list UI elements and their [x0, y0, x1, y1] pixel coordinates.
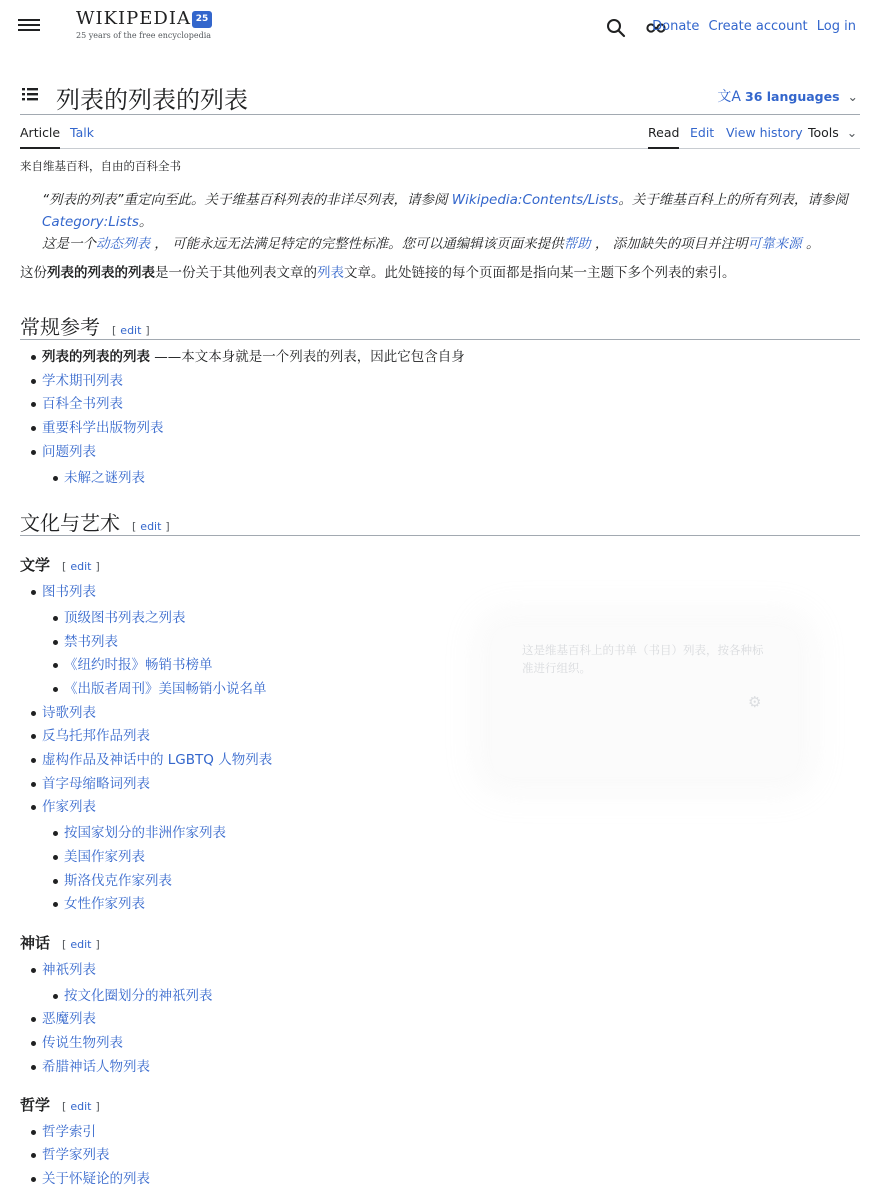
list-item[interactable]: 希腊神话人物列表	[42, 1059, 150, 1075]
section-heading-general	[20, 311, 860, 340]
list-item[interactable]: 《纽约时报》畅销书榜单	[64, 657, 213, 673]
tab-talk[interactable]: Talk	[70, 125, 94, 140]
subsection-heading-literature	[20, 554, 100, 575]
list-item[interactable]: 美国作家列表	[64, 849, 145, 865]
section-edit: [ edit ]	[62, 938, 100, 951]
category-lists-link[interactable]: Category:Lists	[42, 214, 139, 230]
list-item[interactable]: 诗歌列表	[42, 705, 96, 721]
list-item[interactable]: 作家列表	[42, 799, 96, 815]
list-item	[42, 347, 465, 367]
list-item[interactable]: 首字母缩略词列表	[42, 776, 150, 792]
contents-lists-link[interactable]: Wikipedia:Contents/Lists	[451, 192, 619, 208]
page-title: 列表的列表的列表	[56, 86, 248, 114]
subsection-title: 神话	[20, 934, 51, 952]
list-item[interactable]: 百科全书列表	[42, 396, 123, 412]
reliable-sources-link[interactable]: 可靠来源	[747, 236, 802, 252]
user-links	[647, 19, 856, 34]
section-title: 文化与艺术	[20, 511, 120, 535]
intro-bold-title: 列表的列表的列表	[47, 265, 155, 281]
list-item[interactable]: 哲学家列表	[42, 1147, 110, 1163]
hamburger-line	[18, 19, 40, 21]
hamburger-line	[18, 24, 40, 26]
list-item[interactable]: 哲学索引	[42, 1124, 96, 1140]
list-item[interactable]: 斯洛伐克作家列表	[64, 873, 172, 889]
section-edit: [ edit ]	[62, 1100, 100, 1113]
tab-read[interactable]: Read	[648, 125, 679, 149]
logo-wordmark: WIKIPEDIA	[76, 8, 191, 29]
list-item[interactable]: 《出版者周刊》美国畅销小说名单	[64, 681, 267, 697]
list-item[interactable]: 顶级图书列表之列表	[64, 610, 186, 626]
hatnote-redirect	[42, 189, 854, 233]
section-edit: [ edit ]	[62, 560, 100, 573]
edit-link[interactable]: edit	[140, 520, 162, 533]
subsection-heading-mythology	[20, 932, 100, 953]
list-item[interactable]: 恶魔列表	[42, 1011, 96, 1027]
hatnote-text: 这是一个	[42, 236, 96, 252]
search-icon[interactable]	[605, 17, 627, 39]
list-item[interactable]: 传说生物列表	[42, 1035, 123, 1051]
hatnote-text: 。	[801, 236, 820, 252]
tab-view-history[interactable]: View history	[726, 125, 803, 140]
section-edit: [ edit ]	[132, 520, 170, 533]
page-tabs	[20, 114, 860, 149]
list-link[interactable]: 列表	[317, 265, 344, 281]
chevron-down-icon: ⌄	[846, 125, 858, 140]
hatnote-dynamic-list	[42, 233, 854, 255]
list-item-text: ——本文本身就是一个列表的列表，因此它包含自身	[150, 349, 465, 365]
chevron-down-icon: ⌄	[847, 89, 858, 104]
preview-text: 这是维基百科上的书单（书目）列表，按各种标准进行组织。	[522, 643, 764, 675]
list-item[interactable]: 按国家划分的非洲作家列表	[64, 825, 226, 841]
hatnote-text: “列表的列表”重定向至此。关于维基百科列表的非详尽列表，请参阅	[42, 192, 452, 208]
intro-paragraph	[20, 262, 860, 284]
hatnote-text: ， 添加缺失的项目并注明	[590, 236, 748, 252]
intro-text: 这份	[20, 265, 47, 281]
list-item[interactable]: 关于怀疑论的列表	[42, 1171, 150, 1187]
edit-link[interactable]: edit	[70, 938, 92, 951]
languages-label: 36 languages	[745, 89, 840, 104]
table-of-contents-icon[interactable]	[22, 86, 38, 102]
help-link[interactable]: 帮助	[563, 236, 591, 252]
hatnote-text: 。	[138, 214, 153, 230]
list-item[interactable]: 虚构作品及神话中的 LGBTQ 人物列表	[42, 752, 273, 768]
tab-edit[interactable]: Edit	[690, 125, 715, 140]
intro-text: 是一份关于其他列表文章的	[155, 265, 317, 281]
login-link[interactable]: Log in	[816, 19, 856, 34]
main-menu-button[interactable]	[18, 17, 40, 37]
hatnote-text: ， 可能永远无法满足特定的完整性标准。您可以通编辑该页面来提供	[150, 236, 564, 252]
languages-button[interactable]	[717, 86, 858, 106]
list-item[interactable]: 神祇列表	[42, 962, 96, 978]
intro-text: 文章。此处链接的每个页面都是指向某一主题下多个列表的索引。	[344, 265, 736, 281]
list-item[interactable]: 学术期刊列表	[42, 373, 123, 389]
title-bar	[20, 76, 860, 115]
edit-link[interactable]: edit	[70, 560, 92, 573]
section-heading-culture	[20, 507, 860, 536]
list-item[interactable]: 重要科学出版物列表	[42, 420, 164, 436]
anniversary-badge-icon: 25	[192, 11, 212, 28]
donate-link[interactable]: Donate	[652, 19, 700, 34]
list-item[interactable]: 禁书列表	[64, 634, 118, 650]
tools-menu[interactable]	[808, 125, 857, 147]
list-item[interactable]: 女性作家列表	[64, 896, 145, 912]
dynamic-list-link[interactable]: 动态列表	[96, 236, 150, 252]
section-title: 常规参考	[20, 315, 100, 339]
site-subtitle: 来自维基百科，自由的百科全书	[20, 159, 181, 173]
edit-link[interactable]: edit	[70, 1100, 92, 1113]
language-icon: 文A	[717, 89, 741, 105]
tab-article[interactable]: Article	[20, 125, 60, 149]
list-item[interactable]: 按文化圈划分的神祇列表	[64, 988, 213, 1004]
subsection-title: 文学	[20, 556, 51, 574]
list-item[interactable]: 图书列表	[42, 584, 96, 600]
site-header	[0, 0, 872, 60]
tools-label: Tools	[808, 125, 839, 140]
subsection-heading-philosophy	[20, 1094, 100, 1115]
section-edit: [ edit ]	[112, 324, 150, 337]
edit-link[interactable]: edit	[120, 324, 142, 337]
hamburger-line	[18, 29, 40, 31]
link-preview-popup[interactable]	[492, 627, 798, 777]
list-item[interactable]: 未解之谜列表	[64, 470, 145, 486]
subsection-title: 哲学	[20, 1096, 51, 1114]
gear-icon[interactable]: ⚙	[748, 693, 762, 711]
create-account-link[interactable]: Create account	[708, 19, 808, 34]
list-item[interactable]: 问题列表	[42, 444, 96, 460]
list-item[interactable]: 反乌托邦作品列表	[42, 728, 150, 744]
hatnote-text: 。关于维基百科上的所有列表，请参阅	[618, 192, 848, 208]
wikipedia-logo[interactable]	[76, 8, 212, 40]
self-reference-title: 列表的列表的列表	[42, 349, 150, 365]
logo-tagline: 25 years of the free encyclopedia	[76, 31, 212, 40]
